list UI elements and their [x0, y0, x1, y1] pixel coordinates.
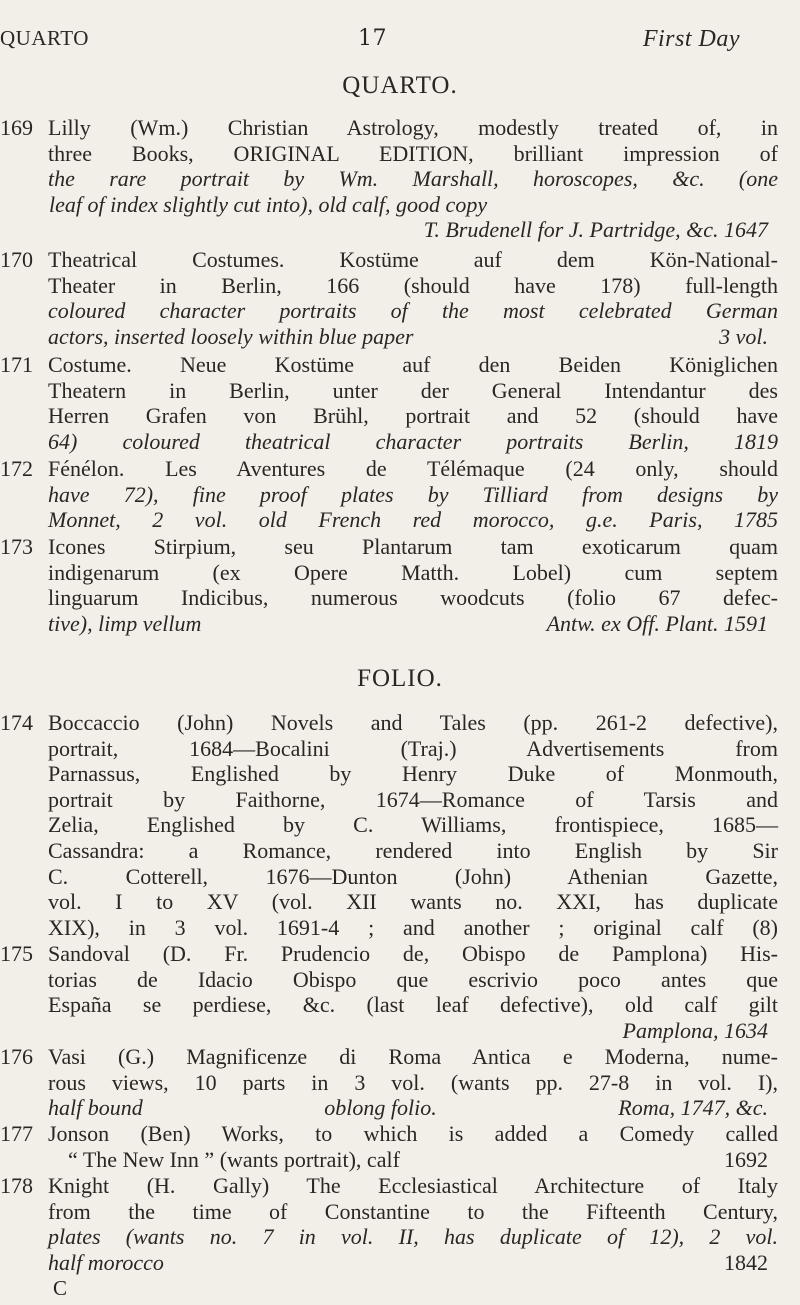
catalogue-entry-172	[0, 456, 800, 533]
catalogue-entry-171	[0, 352, 800, 454]
entry-line: portrait, 1684—Bocalini (Traj.) Advertisements from	[48, 735, 778, 761]
running-head-left: QUARTO	[0, 26, 89, 50]
running-head-right: First Day	[642, 26, 740, 52]
entry-line: XIX), in 3 vol. 1691-4 ; and another ; original calf (8)	[48, 914, 778, 940]
entry-date: 1842	[724, 1249, 768, 1275]
entry-line: actors, inserted loosely within blue paper	[48, 323, 414, 349]
entry-line: Costume. Neue Kostüme auf den Beiden Königlichen	[48, 352, 778, 377]
entry-line: 64) coloured theatrical character portraits Berlin, 1819	[48, 428, 778, 454]
entry-number: 174	[0, 710, 33, 735]
entry-line: three Books, ORIGINAL EDITION, brilliant impression of	[48, 140, 778, 166]
entry-line: vol. I to XV (vol. XII wants no. XXI, has duplicate	[48, 889, 778, 915]
entry-line: Theater in Berlin, 166 (should have 178) full-length	[48, 272, 778, 298]
entry-format: oblong folio.	[324, 1095, 437, 1121]
entry-line: indigenarum (ex Opere Matth. Lobel) cum septem	[48, 559, 778, 585]
entry-date: 1692	[724, 1146, 768, 1172]
entry-number: 172	[0, 456, 33, 481]
entry-line: Parnassus, Englished by Henry Duke of Monmouth,	[48, 761, 778, 787]
entry-imprint: Pamplona, 1634	[622, 1017, 768, 1043]
running-head	[0, 26, 800, 56]
entry-imprint: T. Brudenell for J. Partridge, &c. 1647	[423, 217, 768, 243]
entry-line: Zelia, Englished by C. Williams, frontispiece, 1685—	[48, 812, 778, 838]
entry-line: Vasi (G.) Magnificenze di Roma Antica e Moderna, nume-	[48, 1044, 778, 1069]
entry-line: the rare portrait by Wm. Marshall, horoscopes, &c. (one	[48, 166, 778, 192]
entry-line: Herren Grafen von Brühl, portrait and 52 (should have	[48, 403, 778, 429]
entry-line: Monnet, 2 vol. old French red morocco, g.e. Paris, 1785	[48, 507, 778, 533]
entry-line: portrait by Faithorne, 1674—Romance of Tarsis and	[48, 786, 778, 812]
entry-line: C. Cotterell, 1676—Dunton (John) Athenian Gazette,	[48, 863, 778, 889]
section-heading-quarto: QUARTO.	[342, 72, 458, 99]
entry-line: Fénélon. Les Aventures de Télémaque (24 only, should	[48, 456, 778, 481]
entry-number: 176	[0, 1044, 33, 1069]
entry-number: 173	[0, 534, 33, 559]
entry-imprint: Antw. ex Off. Plant. 1591	[546, 610, 768, 636]
entry-line: coloured character portraits of the most celebrated German	[48, 298, 778, 324]
entry-number: 171	[0, 352, 33, 377]
page-number: 17	[358, 26, 387, 51]
entry-line: “ The New Inn ” (wants portrait), calf	[68, 1146, 400, 1172]
entry-line: Knight (H. Gally) The Ecclesiastical Architecture of Italy	[48, 1173, 778, 1198]
entry-line: Theatrical Costumes. Kostüme auf dem Kön-National-	[48, 247, 778, 272]
entry-volumes: 3 vol.	[719, 323, 768, 349]
catalogue-entry-174	[0, 710, 800, 940]
entry-line: España se perdiese, &c. (last leaf defective), old calf gilt	[48, 992, 778, 1018]
catalogue-entry-170	[0, 247, 800, 349]
entry-line: rous views, 10 parts in 3 vol. (wants pp. 27-8 in vol. I),	[48, 1069, 778, 1095]
entry-line: half bound	[48, 1095, 143, 1121]
entry-line: Jonson (Ben) Works, to which is added a Comedy called	[48, 1121, 778, 1146]
catalogue-entry-178	[0, 1173, 800, 1275]
signature-mark: C	[53, 1276, 68, 1300]
entry-number: 170	[0, 247, 33, 272]
entry-line: Theatern in Berlin, unter der General Intendantur des	[48, 377, 778, 403]
entry-line: Lilly (Wm.) Christian Astrology, modestly treated of, in	[48, 115, 778, 140]
entry-imprint: Roma, 1747, &c.	[618, 1095, 768, 1121]
entry-number: 177	[0, 1121, 33, 1146]
catalogue-entry-176	[0, 1044, 800, 1121]
entry-line: Icones Stirpium, seu Plantarum tam exoticarum quam	[48, 534, 778, 559]
entry-line: tive), limp vellum	[48, 610, 202, 636]
catalogue-entry-175	[0, 941, 800, 1043]
entry-line: torias de Idacio Obispo que escrivio poco antes que	[48, 966, 778, 992]
entry-line: half morocco	[48, 1249, 164, 1275]
entry-line: Cassandra: a Romance, rendered into English by Sir	[48, 837, 778, 863]
entry-line: linguarum Indicibus, numerous woodcuts (folio 67 defec-	[48, 585, 778, 611]
entry-line: leaf of index slightly cut into), old calf, good copy	[49, 191, 488, 217]
entry-line: from the time of Constantine to the Fifteenth Century,	[48, 1198, 778, 1224]
catalogue-entry-169	[0, 115, 800, 243]
catalogue-entry-177	[0, 1121, 800, 1172]
entry-line: Sandoval (D. Fr. Prudencio de, Obispo de Pamplona) His-	[48, 941, 778, 966]
entry-number: 175	[0, 941, 33, 966]
catalogue-entry-173	[0, 534, 800, 636]
entry-number: 178	[0, 1173, 33, 1198]
entry-line: Boccaccio (John) Novels and Tales (pp. 261-2 defective),	[48, 710, 778, 735]
entry-number: 169	[0, 115, 33, 140]
section-heading-folio: FOLIO.	[357, 665, 443, 692]
entry-line: plates (wants no. 7 in vol. II, has duplicate of 12), 2 vol.	[48, 1224, 778, 1250]
entry-line: have 72), fine proof plates by Tilliard from designs by	[48, 481, 778, 507]
